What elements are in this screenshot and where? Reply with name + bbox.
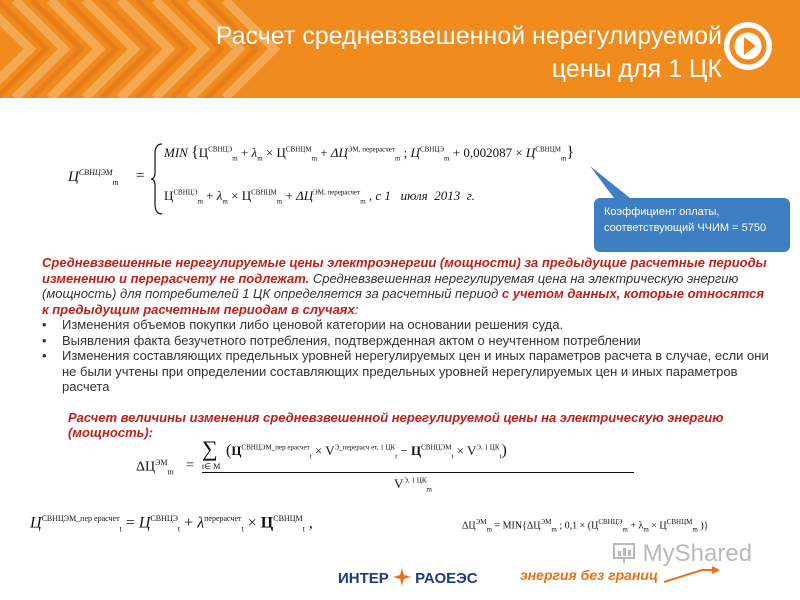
formula-price-change: $\Delta Ц^{ЭМ}_m$ = ∑ t∈ M $(Ц^{СВНЦЭМ\_пер ерасчет}_t \times V^{Э\_перерасч ет, 1 ЦК}_t - Ц^{СВНЦЭМ}_t \times V^{Э, 1 ЦК}_t)$ $V^{Э, 1 ЦК}_m$ <box>136 440 656 500</box>
num-term1-sup: СВНЦЭМ_пер ерасчет <box>241 443 310 452</box>
f4-part2-sup: СВНЦЭ <box>598 518 623 526</box>
title-line-1: Расчет средневзвешенной нерегулируемой <box>215 22 722 50</box>
list-item: • Изменения объемов покупки либо ценовой категории на основании решения суда. <box>42 317 772 333</box>
next-slide-button[interactable] <box>724 22 772 70</box>
play-icon <box>724 22 772 70</box>
f3-lambda: λ <box>197 514 205 532</box>
f3-term2-sup: СВНЦМ <box>273 514 303 523</box>
row1-plus2: + <box>320 145 328 160</box>
row1-term1-sub: m <box>232 154 238 163</box>
f3-lambda-sup: перерасчет <box>204 514 242 523</box>
row1-coefficient: 0,002087 <box>463 145 513 160</box>
num-term1-sub: t <box>309 452 312 461</box>
f3-term1-sub: t <box>177 524 181 534</box>
row1-term3-sub: m <box>444 154 450 163</box>
row1-lambda-sub: m <box>257 154 263 163</box>
num-volume1-sub: t <box>395 452 398 461</box>
f4-part4-sup: СВНЦМ <box>666 518 693 526</box>
den-volume-sup: Э, 1 ЦК <box>403 476 427 485</box>
row1-times2: × <box>515 145 523 160</box>
f4-part2-sub: m <box>622 525 628 534</box>
f4-part4-sub: m <box>692 525 698 534</box>
f3-lhs: Ц <box>30 514 42 532</box>
f3-term1-sup: СВНЦЭ <box>150 514 178 523</box>
formula1-lhs <box>68 168 118 187</box>
num-volume2-sub: t <box>499 452 502 461</box>
slide-header <box>0 0 800 98</box>
row1-times1: × <box>265 145 274 160</box>
f4-part3-sub: m <box>643 525 649 534</box>
num-volume1-sup: Э_перерасч ет, 1 ЦК <box>334 443 396 452</box>
num-times1: × <box>314 443 323 458</box>
f3-equals: = <box>125 514 135 532</box>
f3-times: × <box>247 514 257 532</box>
formula2-lhs-sub: m <box>167 467 174 477</box>
den-volume-sub: m <box>426 485 432 494</box>
num-volume2-sup: Э, 1 ЦК <box>476 443 500 452</box>
f3-plus: + <box>184 514 194 532</box>
formula1-row1: MIN {$Ц^{СВНЦЭ}_m + \lambda_m \times Ц^{СВНЦМ}_m + \Delta Ц^{ЭМ, перерасчет}_m$ ; $Ц^{СВНЦЭ}_m + 0,002087 \times Ц^{СВНЦМ}_m$} <box>164 144 575 163</box>
f4-part3: + λ <box>630 520 644 532</box>
sum-subscript: t∈ M <box>202 462 221 471</box>
f3-term1: Ц <box>138 514 151 532</box>
f3-term2-sub: t <box>302 524 305 534</box>
intro-text <box>42 255 772 395</box>
row1-lambda: λ <box>251 145 258 160</box>
f4-min-sup: ЭМ <box>540 518 552 526</box>
row2-term2: Ц <box>241 188 252 203</box>
formula1-row2 <box>164 188 475 206</box>
formula1-lhs-symbol: Ц <box>68 169 79 185</box>
min-operator: MIN <box>164 145 188 160</box>
f4-lhs: ΔЦ <box>462 520 476 532</box>
num-volume1: V <box>325 443 335 458</box>
num-term1: Ц <box>231 443 242 458</box>
row1-plus1: + <box>240 145 249 160</box>
tooltip-line-2: соответствующий ЧЧИМ = 5750 <box>604 222 767 234</box>
row2-term2-sub: m <box>276 197 283 206</box>
row1-term3: Ц <box>410 145 420 160</box>
formula-recalc-price <box>30 514 313 534</box>
num-minus: − <box>400 443 408 458</box>
f4-min: = MIN{ΔЦ <box>494 520 541 532</box>
formula-price-change-limit <box>462 518 708 533</box>
row1-term4: Ц <box>525 145 536 160</box>
list-item: • Изменения составляющих предельных уровней нерегулируемых цен и иных параметров расчета в случае, если они не были учтены при определении составляющих предельных уровней нерегулируемых цен и иных параметров расчета <box>42 348 772 395</box>
formula1-equals: = <box>136 168 145 184</box>
row2-lambda-sub: m <box>222 197 228 206</box>
sum-symbol: ∑ <box>202 436 218 461</box>
formula2-lhs-sup: ЭМ <box>155 458 168 467</box>
row2-term1-sub: m <box>197 197 203 206</box>
row2-term2-sup: СВНЦМ <box>251 188 277 197</box>
intro-normal-1: Средневзвешенная нерегулируемая цена на электрическую энергию (мощность) для потребителей 1 ЦК определяется за расчетный период <box>42 270 739 301</box>
intro-paragraph <box>42 255 772 317</box>
row1-term4-sub: m <box>560 154 567 163</box>
formula2-lhs-symbol: ΔЦ <box>136 459 156 475</box>
list-item: • Выявления факта безучетного потребления, подтвержденная актом о неучтенном потреблении <box>42 333 772 349</box>
row1-semicolon: ; <box>403 145 408 160</box>
f3-term2: Ц <box>260 514 274 532</box>
company-logo <box>338 568 478 587</box>
f4-part4: × Ц <box>651 520 667 532</box>
row2-date: , с 1 июля 2013 г. <box>368 188 475 203</box>
f4-lhs-sup: ЭМ <box>475 518 487 526</box>
row2-times1: × <box>231 188 239 203</box>
num-term2-sup: СВНЦЭМ <box>421 443 452 452</box>
row1-plus3: + <box>452 145 461 160</box>
coefficient-tooltip <box>594 198 790 252</box>
formula2-equals: = <box>186 458 194 473</box>
formula1-lhs-sup: СВНЦЭМ <box>78 168 113 177</box>
intro-bold-1: Средневзвешенные нерегулируемые цены электроэнергии (мощности) за предыдущие расчетные периоды изменению и перерасчету не подлежат. <box>42 255 767 286</box>
presentation-icon <box>612 542 636 564</box>
row1-term2-sup: СВНЦМ <box>285 145 312 154</box>
tooltip-line-1: Коэффициент оплаты, <box>604 206 720 218</box>
row1-term3-sup: СВНЦЭ <box>419 145 445 154</box>
num-term2: Ц <box>411 443 422 458</box>
case-list <box>42 317 772 395</box>
watermark-text: MyShared <box>642 540 753 567</box>
num-times2: × <box>456 443 464 458</box>
row1-term1-sup: СВНЦЭ <box>208 145 233 154</box>
f3-lambda-sub: t <box>241 524 244 534</box>
f3-comma: , <box>308 514 313 532</box>
row2-delta: ΔЦ <box>296 188 314 203</box>
num-volume2: V <box>467 443 477 458</box>
row2-lambda: λ <box>216 188 223 203</box>
row2-plus2: + <box>285 188 293 203</box>
formula2-denominator <box>394 476 432 494</box>
num-term2-sub: t <box>451 452 454 461</box>
row2-plus1: + <box>206 188 214 203</box>
logo-right-text: РАОЕЭС <box>415 570 478 587</box>
f4-part2: ; 0,1 × (Ц <box>559 520 599 532</box>
row2-term1-sup: СВНЦЭ <box>173 188 198 197</box>
fraction-bar <box>202 472 634 473</box>
row1-term2-sub: m <box>311 154 318 163</box>
formula1-brace <box>150 142 164 216</box>
f4-lhs-sub: m <box>486 525 492 534</box>
formula1-lhs-sub: m <box>112 178 119 187</box>
title-line-2: цены для 1 ЦК <box>551 55 722 83</box>
formula2-lhs <box>136 458 174 476</box>
logo-left-text: ИНТЕР <box>338 570 389 587</box>
row2-term1: Ц <box>164 188 174 203</box>
row1-term2: Ц <box>276 145 286 160</box>
row1-delta-sup: ЭМ, перерасчет <box>347 145 395 154</box>
f3-lhs-sub: t <box>119 524 122 534</box>
row1-delta: ΔЦ <box>330 145 348 160</box>
tagline-arrow-icon <box>662 566 722 584</box>
f4-part5: )} <box>700 520 709 532</box>
row1-term1: Ц <box>198 145 209 160</box>
tagline <box>520 566 722 584</box>
den-volume: V <box>394 476 404 491</box>
logo-star-icon <box>393 568 411 586</box>
f3-lhs-sup: СВНЦЭМ_пер ерасчет <box>41 514 120 523</box>
watermark <box>612 540 752 568</box>
row1-term4-sup: СВНЦМ <box>535 145 561 154</box>
section-subheading: Расчет величины изменения средневзвешенной нерегулируемой цены на электрическую энергию (мощность): <box>68 410 724 440</box>
slide-title <box>122 20 722 86</box>
row1-delta-sub: m <box>394 154 401 163</box>
intro-colon: : <box>354 301 359 317</box>
tagline-text: энергия без границ <box>520 567 659 583</box>
row2-delta-sup: ЭМ, перерасчет <box>313 188 361 197</box>
f4-min-sub: m <box>551 525 557 534</box>
row2-delta-sub: m <box>360 197 366 206</box>
intro-bold-2: с учетом данных, которые относятся к предыдущим расчетным периодам в случаях <box>42 286 765 317</box>
